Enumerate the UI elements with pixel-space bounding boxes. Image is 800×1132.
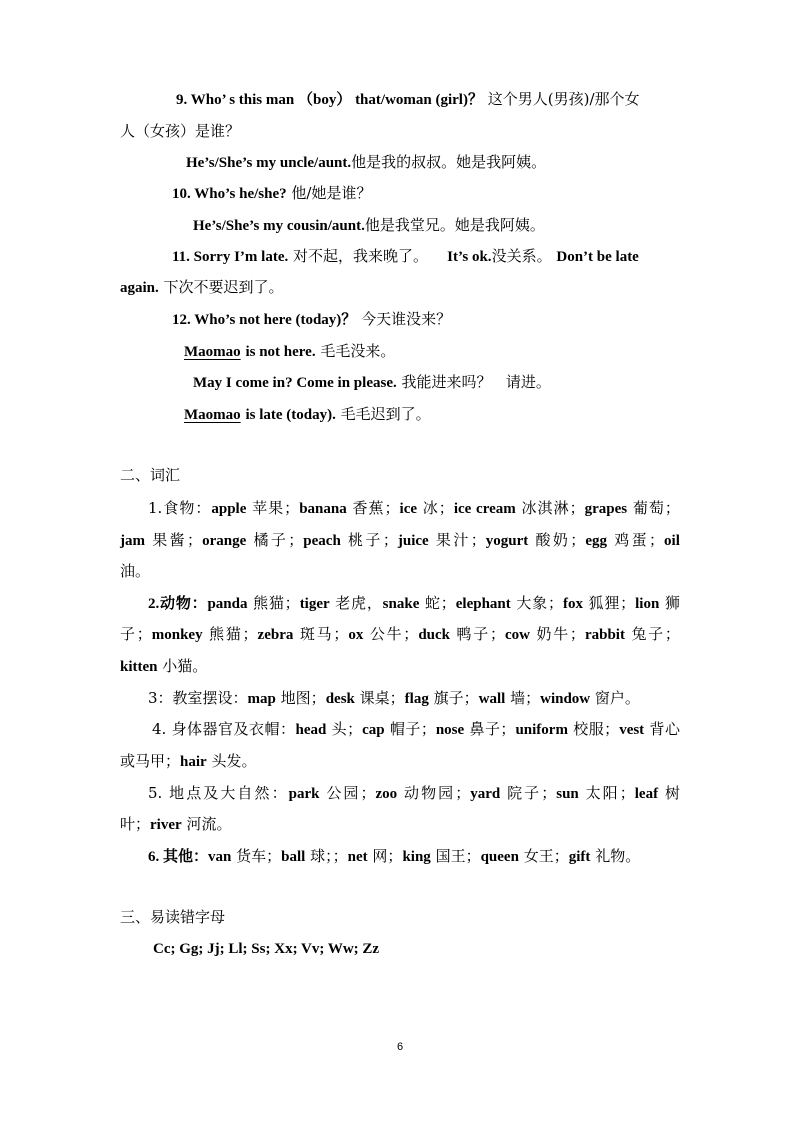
- vocab-heading: 二、词汇: [120, 466, 181, 484]
- sentence-12-answer-1: Maomao is not here. 毛毛没来。: [184, 342, 396, 360]
- vocab-food-line-2: jam 果酱；orange 橘子；peach 桃子；juice 果汁；yogurt 酸奶；egg 鸡蛋；oil: [120, 531, 680, 549]
- sentence-9: 9. Who’ s this man （boy） that/woman (girl)？ 这个男人(男孩)/那个女: [176, 90, 640, 108]
- sentence-10-answer: He’s/She’s my cousin/aunt.他是我堂兄。她是我阿姨。: [193, 216, 545, 234]
- vocab-animals-line-3: kitten 小猫。: [120, 657, 208, 675]
- vocab-places-line-2: 叶；river 河流。: [120, 815, 232, 833]
- sentence-12: 12. Who’s not here (today)？ 今天谁没来？: [172, 310, 452, 328]
- letters-heading: 三、易读错字母: [120, 908, 226, 926]
- vocab-others: 6. 其他：van 货车；ball 球；；net 网；king 国王；queen 女王；gift 礼物。: [148, 847, 641, 865]
- vocab-body-line-1: 4. 身体器官及衣帽：head 头；cap 帽子；nose 鼻子；uniform 校服；vest 背心: [152, 720, 680, 738]
- vocab-places-line-1: 5. 地点及大自然：park 公园；zoo 动物园；yard 院子；sun 太阳；leaf 树: [148, 784, 680, 802]
- vocab-animals-line-2: 子；monkey 熊猫；zebra 斑马；ox 公牛；duck 鸭子；cow 奶牛；rabbit 兔子；: [120, 625, 680, 643]
- sentence-12-answer-3: Maomao is late (today). 毛毛迟到了。: [184, 405, 431, 423]
- letters-list: Cc; Gg; Jj; Ll; Ss; Xx; Vv; Ww; Zz: [153, 941, 380, 957]
- vocab-animals-line-1: 2.动物：panda 熊猫；tiger 老虎，snake 蛇；elephant 大象；fox 狐狸；lion 狮: [148, 594, 680, 612]
- vocab-classroom: 3：教室摆设：map 地图；desk 课桌；flag 旗子；wall 墙；window 窗户。: [148, 689, 640, 707]
- sentence-10: 10. Who’s he/she? 他/她是谁？: [172, 184, 372, 202]
- sentence-11-cont: again. 下次不要迟到了。: [120, 278, 284, 296]
- sentence-9-cont: 人（女孩）是谁？: [120, 122, 241, 140]
- sentence-12-answer-2: May I come in? Come in please. 我能进来吗？ 请进。: [193, 373, 551, 391]
- vocab-body-line-2: 或马甲；hair 头发。: [120, 752, 257, 770]
- vocab-food-line-3: 油。: [120, 562, 151, 580]
- sentence-11: 11. Sorry I’m late. 对不起，我来晚了。 It’s ok.没关系。 Don’t be late: [172, 247, 639, 265]
- page-number: 6: [396, 1041, 404, 1053]
- vocab-food-line-1: 1.食物：apple 苹果；banana 香蕉；ice 冰；ice cream 冰淇淋；grapes 葡萄；: [148, 499, 680, 517]
- sentence-9-answer: He’s/She’s my uncle/aunt.他是我的叔叔。她是我阿姨。: [186, 153, 547, 171]
